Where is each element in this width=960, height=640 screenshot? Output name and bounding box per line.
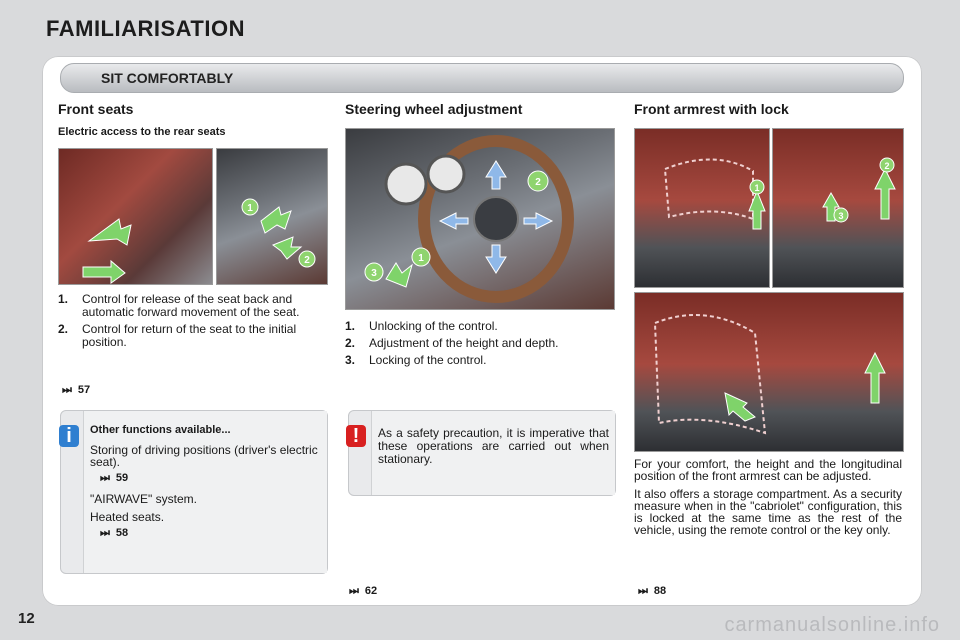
armrest-image-2 (772, 128, 904, 288)
info-entry: Storing of driving positions (driver's electric seat). (90, 443, 318, 469)
steering-label-3: 3 (371, 268, 377, 279)
armrest-label-1: 1 (754, 183, 760, 193)
reference-page: 57 (77, 384, 91, 396)
warning-icon: ! (346, 425, 366, 447)
front-seats-subheading: Electric access to the rear seats (58, 126, 226, 138)
info-box (60, 410, 328, 574)
steering-wheel-icon (346, 129, 614, 309)
info-entry: "AIRWAVE" system. (90, 492, 197, 506)
steering-label-2: 2 (535, 177, 541, 188)
page-number: 12 (18, 610, 35, 627)
banner-label: SIT COMFORTABLY (101, 70, 234, 86)
front-seats-list (58, 293, 328, 353)
list-item (58, 293, 328, 319)
armrest-image-1 (634, 128, 770, 288)
warning-box (348, 410, 616, 496)
reference-arrow-icon: ⏭ (100, 527, 110, 539)
armrest-heading: Front armrest with lock (634, 101, 789, 117)
item-text: Locking of the control. (369, 353, 487, 367)
reference-page: 88 (653, 585, 667, 597)
armrest-reference[interactable] (638, 585, 666, 598)
item-number: 2. (58, 322, 69, 336)
seat-arrows-icon (59, 149, 212, 284)
front-seats-reference[interactable] (62, 384, 90, 397)
item-number: 1. (58, 292, 69, 306)
info-icon: i (59, 425, 79, 447)
seat-image-right (216, 148, 328, 285)
info-box-body (83, 411, 327, 573)
item-text: Unlocking of the control. (369, 319, 498, 333)
armrest-arrows-icon (635, 129, 769, 287)
front-seats-heading: Front seats (58, 101, 134, 117)
reference-arrow-icon: ⏭ (100, 472, 110, 484)
page-title: FAMILIARISATION (46, 16, 245, 41)
reference-page: 58 (115, 527, 129, 539)
watermark: carmanualsonline.info (724, 614, 940, 636)
list-item (345, 320, 620, 333)
reference-arrow-icon: ⏭ (638, 585, 648, 597)
item-number: 3. (345, 353, 356, 367)
item-text: Control for release of the seat back and automatic forward movement of the seat. (82, 292, 300, 319)
info-reference[interactable] (100, 472, 321, 485)
armrest-label-2: 2 (884, 161, 890, 171)
reference-page: 59 (115, 472, 129, 484)
item-text: Control for return of the seat to the initial position. (82, 322, 297, 349)
steering-heading: Steering wheel adjustment (345, 101, 523, 117)
armrest-image-3 (634, 292, 904, 452)
reference-arrow-icon: ⏭ (349, 585, 359, 597)
reference-page: 62 (364, 585, 378, 597)
info-heading: Other functions available... (90, 424, 231, 436)
seat-control-callouts (217, 149, 327, 284)
armrest-arrows-icon (773, 129, 903, 287)
warning-box-body (371, 411, 615, 495)
item-number: 1. (345, 319, 356, 333)
list-item (345, 337, 620, 350)
reference-arrow-icon: ⏭ (62, 384, 72, 396)
section-banner (60, 63, 904, 93)
steering-reference[interactable] (349, 585, 377, 598)
seat-label-2: 2 (304, 255, 310, 266)
armrest-storage-arrows-icon (635, 293, 903, 451)
info-reference[interactable] (100, 527, 321, 540)
steering-label-1: 1 (418, 253, 424, 264)
seat-label-1: 1 (247, 203, 253, 214)
warning-text: As a safety precaution, it is imperative that these operations are carried out when stationary. (378, 426, 609, 466)
armrest-paragraph: It also offers a storage compartment. As a security measure when in the "cabriolet" configuration, this is locked at the same time as the rest of the vehicle, using the remote control or the key only. (634, 487, 902, 537)
info-entry: Heated seats. (90, 510, 165, 524)
seat-image-left (58, 148, 213, 285)
item-number: 2. (345, 336, 356, 350)
armrest-paragraph: For your comfort, the height and the longitudinal position of the front armrest can be adjusted. (634, 457, 902, 483)
armrest-label-3: 3 (838, 211, 844, 221)
steering-image (345, 128, 615, 310)
item-text: Adjustment of the height and depth. (369, 336, 559, 350)
list-item (345, 354, 620, 367)
list-item (58, 323, 328, 349)
steering-list (345, 320, 620, 371)
armrest-description (634, 458, 902, 542)
